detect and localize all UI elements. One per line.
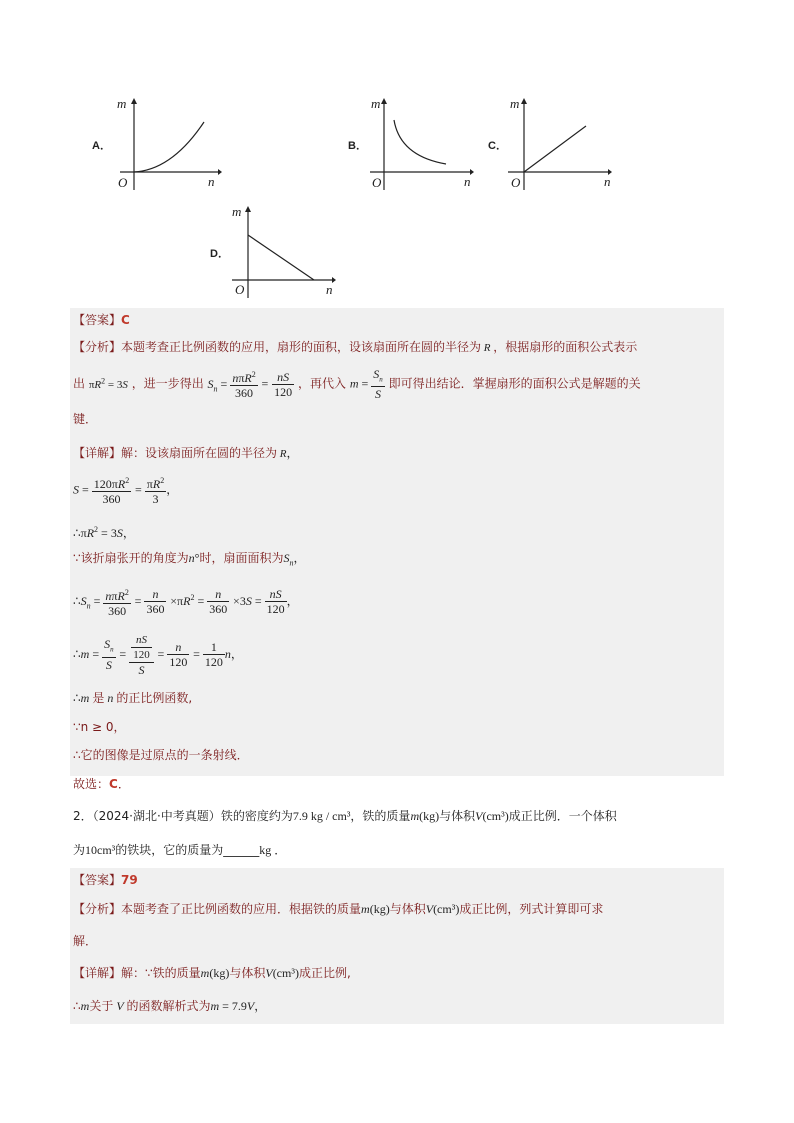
analysis-text: ，再代入 <box>297 376 346 391</box>
question-text: 成正比例．一个体积 <box>508 809 617 823</box>
analysis-text: 本题考查了正比例函数的应用．根据铁的质量 <box>121 902 362 916</box>
question-text: 与体积 <box>439 809 476 823</box>
q1-analysis-line2: 出 $\pi R^2 = 3S$ ，进一步得出 $S_n$ = $\frac{n\pi R^2}{360}$ = $\frac{nS}{120}$ ，再代入 m = $\frac{S_n}{S}$ 即可得出结论．掌握扇形的面积公式是解题的关 <box>73 366 641 402</box>
q1-detail-line4: ∵该折扇张开的角度为n°时，扇面面积为$S_n$， <box>73 551 306 568</box>
axis-m-b: m <box>371 96 381 111</box>
formula-frac: $\frac{n\pi R^2}{360}$ <box>232 370 256 401</box>
axis-n-b: n <box>464 174 471 189</box>
q2-detail-line1: 【详解】解：∵铁的质量m(kg)与体积V(cm³)成正比例, <box>73 966 351 980</box>
question-number: 2． <box>73 809 93 823</box>
q2-analysis-line2: 解． <box>73 934 98 948</box>
analysis-text: ，进一步得出 <box>131 376 204 391</box>
detail-text: 的正比例函数, <box>116 691 193 705</box>
analysis-text: 与体积 <box>389 902 426 916</box>
question-text: ，铁的质量 <box>350 809 411 823</box>
axis-m-c: m <box>510 96 520 111</box>
density-value: 7.9 kg / cm³ <box>292 809 351 823</box>
axis-m-a: m <box>117 96 127 111</box>
answer-tag: 【答案】 <box>73 873 122 887</box>
analysis-tag: 【分析】 <box>73 902 122 916</box>
axis-n-a: n <box>208 174 215 189</box>
question-text: 为 <box>73 843 86 857</box>
q2-line2 <box>73 842 286 858</box>
q1-answer-line <box>73 312 130 328</box>
option-c-label: C． <box>488 140 507 152</box>
origin-a: O <box>118 175 128 190</box>
curve-b <box>394 120 446 164</box>
answer-tag: 【答案】 <box>73 313 122 327</box>
detail-tag: 【详解】 <box>73 966 122 980</box>
choose-value: C <box>109 777 118 791</box>
q1-choose-line: 故选：C． <box>73 777 130 791</box>
detail-text: 的函数解析式为 <box>126 999 211 1013</box>
question-source: （2024·湖北·中考真题） <box>92 809 221 823</box>
axis-n-c: n <box>604 174 611 189</box>
detail-text: 解：设该扇面所在圆的半径为 <box>121 446 278 460</box>
axis-m-d: m <box>232 204 242 219</box>
answer-value: 79 <box>121 873 138 887</box>
q1-detail-line2: S = $\frac{120\pi R^2}{360}$ = $\frac{\pi R^2}{3}$ ， <box>73 476 179 506</box>
analysis-text: 即可得出结论．掌握扇形的面积公式是解题的关 <box>388 376 641 391</box>
question-text: 铁的密度约为 <box>220 809 293 823</box>
detail-text: 解：∵铁的质量 <box>121 966 201 980</box>
axis-n-d: n <box>326 282 333 297</box>
analysis-text: 本题考查正比例函数的应用，扇形的面积，设该扇面所在圆的半径为 <box>121 340 482 354</box>
q1-detail-line9: ∴它的图像是过原点的一条射线． <box>73 748 249 762</box>
q1-analysis-line1: 【分析】本题考查正比例函数的应用，扇形的面积，设该扇面所在圆的半径为 R ，根据扇形的面积公式表示 <box>73 340 638 354</box>
origin-b: O <box>372 175 382 190</box>
option-a-graph <box>112 92 222 192</box>
answer-value: C <box>121 313 130 327</box>
analysis-text: 成正比例，列式计算即可求 <box>459 902 604 916</box>
origin-d: O <box>235 282 245 297</box>
q1-detail-line3: $\therefore\pi R^2 = 3S$， <box>73 525 135 540</box>
detail-tag: 【详解】 <box>73 446 122 460</box>
q1-analysis-line3: 键． <box>73 412 98 426</box>
formula-frac: $\frac{S_n}{S}$ <box>373 366 383 402</box>
detail-text: 与体积 <box>229 966 266 980</box>
q2-line1: 2．（2024·湖北·中考真题）铁的密度约为7.9 kg / cm³，铁的质量m(kg)与体积V(cm³)成正比例．一个体积 <box>73 809 617 823</box>
line-c <box>524 126 586 172</box>
q2-analysis-line1: 【分析】本题考查了正比例函数的应用．根据铁的质量m(kg)与体积V(cm³)成正比例，列式计算即可求 <box>73 902 604 916</box>
answer-blank[interactable]: ______ <box>223 843 260 857</box>
q1-detail-line6: ∴m = $\frac{S_n}{S}$ = $\frac{\frac{nS}{120}}{S}$ = $\frac{n}{120}$ = $\frac{1}{120}$ n， <box>73 633 243 677</box>
detail-text: 关于 <box>89 999 114 1013</box>
question-text: 的铁块，它的质量为 <box>115 843 224 857</box>
q1-detail-line7: ∴m 是 n 的正比例函数, <box>73 691 193 705</box>
origin-c: O <box>511 175 521 190</box>
curve-a <box>134 122 204 172</box>
detail-text: ∵该折扇张开的角度为 <box>73 551 189 565</box>
choose-label: 故选： <box>73 777 110 791</box>
line-d <box>248 235 314 280</box>
analysis-text: ，根据扇形的面积公式表示 <box>493 340 638 354</box>
q1-detail-line1: 【详解】解：设该扇面所在圆的半径为 R， <box>73 446 299 460</box>
analysis-text: 出 <box>73 376 86 391</box>
option-a-label: A． <box>92 140 111 152</box>
q2-answer-line <box>73 872 138 888</box>
option-b-label: B． <box>348 140 367 152</box>
q1-detail-line5: $\therefore S_n$ = $\frac{n\pi R^2}{360}$ = $\frac{n}{360}$ $\times\pi R^2$ = $\frac{n}{360}$ ×3S = $\frac{nS}{120}$ ， <box>73 587 299 618</box>
q1-detail-line8: ∵n ≥ 0， <box>73 720 126 734</box>
detail-text: 时，扇面面积为 <box>199 551 284 565</box>
detail-text: 成正比例, <box>298 966 351 980</box>
analysis-tag: 【分析】 <box>73 340 122 354</box>
q2-detail-line2: ∴m关于 V 的函数解析式为m = 7.9V， <box>73 999 267 1013</box>
formula-frac: $\frac{nS}{120}$ <box>274 369 293 399</box>
unit-text: kg ． <box>259 843 287 857</box>
detail-text: ∴ <box>73 999 81 1013</box>
option-d-label: D． <box>210 248 229 260</box>
detail-text: 是 <box>92 691 105 705</box>
volume-value: 10cm³ <box>85 843 116 857</box>
option-c-graph <box>508 92 618 192</box>
